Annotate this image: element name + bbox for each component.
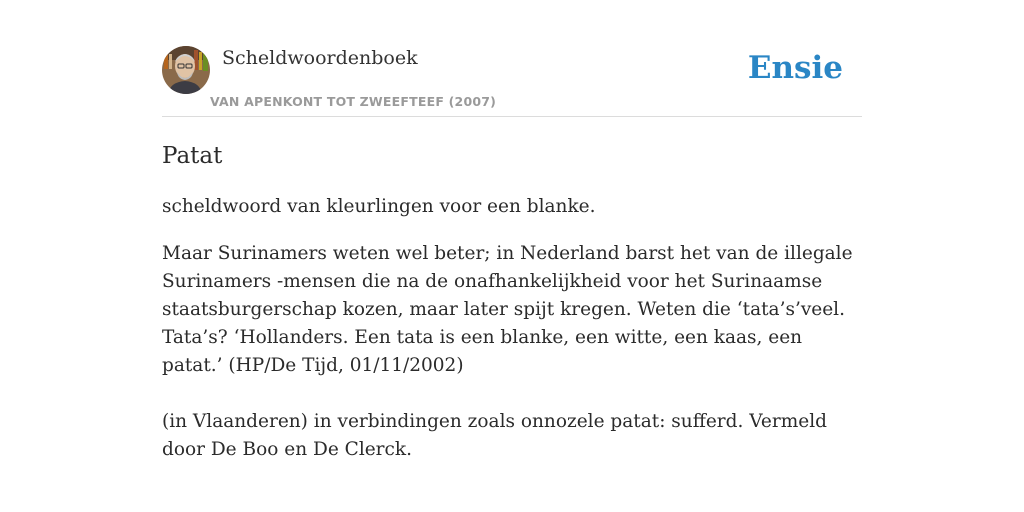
- citation-paragraph: Maar Surinamers weten wel beter; in Nederland barst het van de illegale Surinamers -mensen die na de onafhankelijkheid voor het Surinaamse staatsburgerschap kozen, maar later spijt kregen. Weten die ‘tata’s’veel. Tata’s? ‘Hollanders. Een tata is een blanke, een witte, een kaas, een patat.’ (HP/De Tijd, 01/11/2002): [162, 243, 853, 376]
- regional-usage-paragraph: (in Vlaanderen) in verbindingen zoals onnozele patat: sufferd. Vermeld door De Boo en De Clerck.: [162, 411, 827, 460]
- book-title[interactable]: Scheldwoordenboek: [222, 47, 418, 69]
- entry-card: [162, 46, 862, 483]
- ensie-logo-link[interactable]: Ensie: [747, 50, 843, 86]
- definition-paragraph: scheldwoord van kleurlingen voor een blanke.: [162, 196, 596, 217]
- author-portrait-icon: [162, 46, 210, 94]
- book-subtitle: VAN APENKONT TOT ZWEEFTEEF (2007): [210, 94, 497, 109]
- source-header: [162, 46, 862, 117]
- entry-content: [162, 193, 862, 464]
- entry-title: Patat: [162, 143, 223, 169]
- author-avatar[interactable]: [162, 46, 210, 94]
